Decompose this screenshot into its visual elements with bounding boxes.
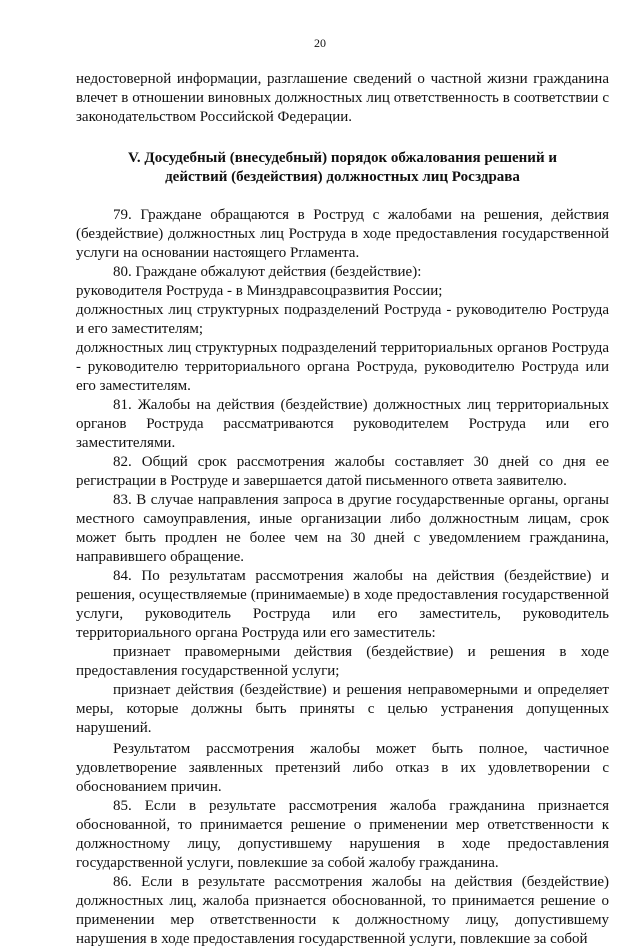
paragraph-84: 84. По результатам рассмотрения жалобы на действия (бездействие) и решения, осуществляемые (принимаемые) в ходе предоставления государственной услуги, руководитель Роструда или его заместитель, руководитель территориального органа Роструда или его заместитель: [76,568,609,641]
lead-paragraph: недостоверной информации, разглашение сведений о частной жизни гражданина влечет в отношении виновных должностных лиц ответственность в соответствии с законодательством Российской Федерации. [76,71,609,125]
page-number: 20 [314,36,326,50]
page-body [76,70,609,949]
paragraph-84-item-2: признает действия (бездействие) и решения неправомерными и определяет меры, которые должны быть приняты с целью устранения допущенных нарушений. [76,682,609,736]
paragraph-84-item-1: признает правомерными действия (бездействие) и решения в ходе предоставления государственной услуги; [76,644,609,679]
paragraph-79: 79. Граждане обращаются в Роструд с жалобами на решения, действия (бездействие) должностных лиц Роструда в ходе предоставления государственной услуги на основании настоящего Ргламента. [76,207,609,261]
paragraph-83: 83. В случае направления запроса в другие государственные органы, органы местного самоуправления, иные организации либо должностным лицам, срок может быть продлен не более чем на 30 дней с уведомлением гражданина, направившего обращение. [76,492,609,565]
paragraph-85: 85. Если в результате рассмотрения жалоба гражданина признается обоснованной, то принимается решение о применении мер ответственности к должностному лицу, допустившему нарушения в ходе предоставления государственной услуги, повлекшие за собой жалобу гражданина. [76,798,609,871]
section-title-line-2: действий (бездействия) должностных лиц Росздрава [165,169,520,185]
paragraph-80-item-1: руководителя Роструда - в Минздравсоцразвития России; [76,283,443,299]
paragraph-86: 86. Если в результате рассмотрения жалобы на действия (бездействие) должностных лиц, жалоба признается обоснованной, то принимается решение о применении мер ответственности к должностному лицу, допустившему нарушения в ходе предоставления государственной услуги, повлекшие за собой [76,874,609,947]
section-heading [76,149,609,187]
paragraph-84-result: Результатом рассмотрения жалобы может быть полное, частичное удовлетворение заявленных претензий либо отказ в их удовлетворении с обоснованием причин. [76,741,609,795]
paragraph-81: 81. Жалобы на действия (бездействие) должностных лиц территориальных органов Роструда рассматриваются руководителем Роструда или его заместителями. [76,397,609,451]
paragraph-80-item-3: должностных лиц структурных подразделений территориальных органов Роструда - руководителю территориального органа Роструда, руководителю Роструда или его заместителям. [76,340,609,394]
paragraph-82: 82. Общий срок рассмотрения жалобы составляет 30 дней со дня ее регистрации в Роструде и завершается датой письменного ответа заявителю. [76,454,609,489]
paragraph-80: 80. Граждане обжалуют действия (бездействие): [113,264,422,280]
section-title-line-1: V. Досудебный (внесудебный) порядок обжалования решений и [128,150,557,166]
paragraph-80-item-2: должностных лиц структурных подразделений Роструда - руководителю Роструда и его заместителям; [76,302,609,337]
